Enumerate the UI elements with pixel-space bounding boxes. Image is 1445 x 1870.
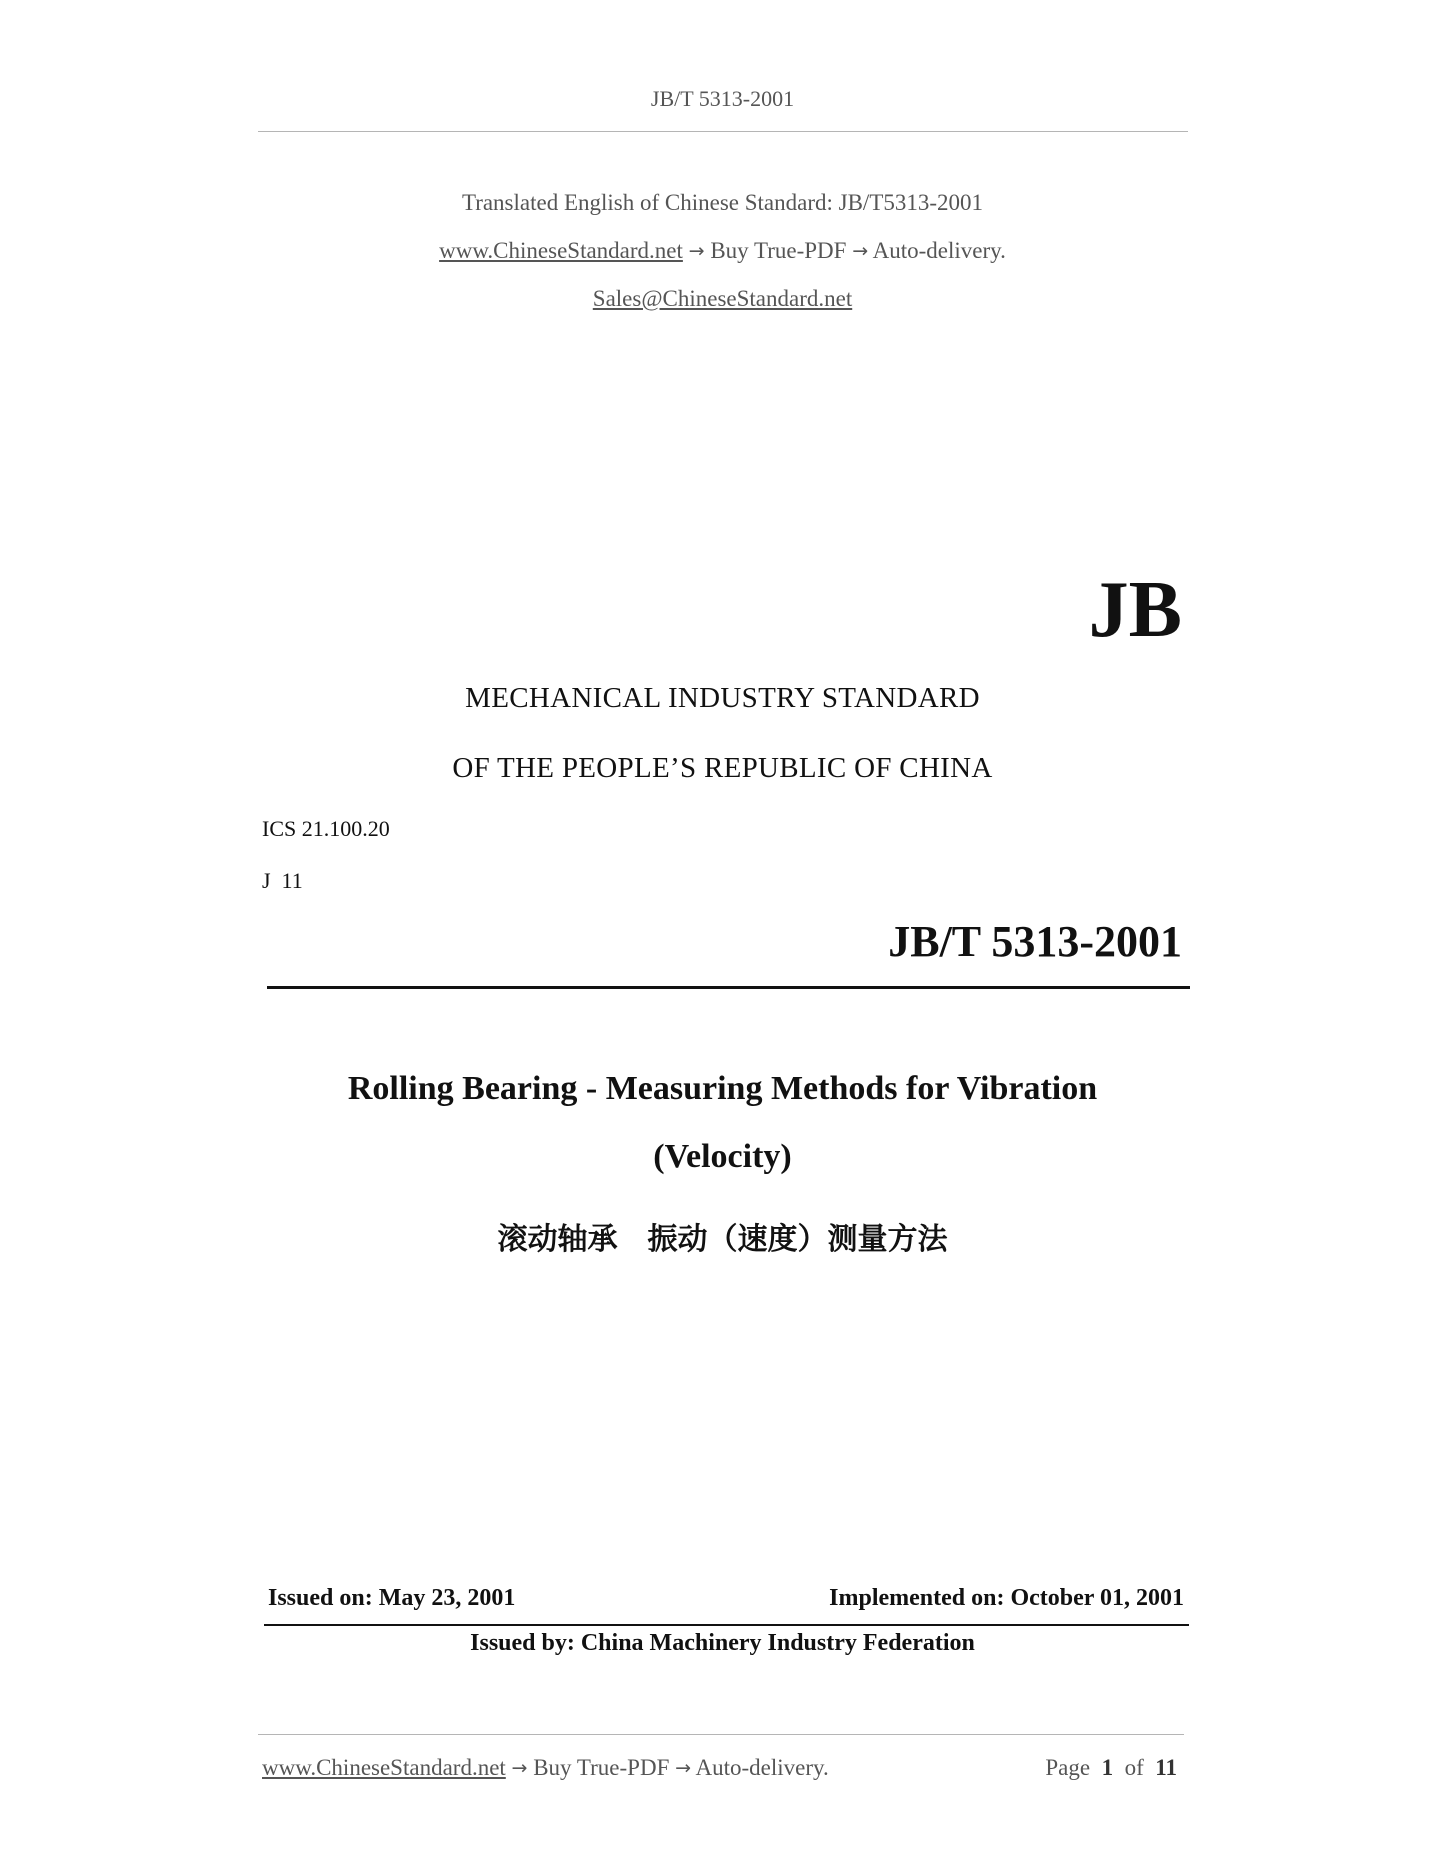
promo-line-1: Translated English of Chinese Standard: JB/T5313-2001 (461, 190, 984, 215)
running-header: JB/T 5313-2001 (650, 86, 795, 111)
footer-buy-text: Buy True-PDF (533, 1755, 670, 1780)
title-cn: 滚动轴承 振动（速度）测量方法 (497, 1222, 948, 1257)
implemented-on: Implemented on: October 01, 2001 (829, 1585, 1184, 1611)
footer-site-link[interactable]: www.ChineseStandard.net (262, 1755, 506, 1780)
standard-number: JB/T 5313-2001 (888, 917, 1182, 966)
number-rule (267, 986, 1190, 989)
auto-delivery-text: Auto-delivery. (872, 238, 1006, 263)
jb-mark: JB (1088, 566, 1182, 654)
ics-code: ICS 21.100.20 (262, 816, 390, 841)
standard-type-line-1: MECHANICAL INDUSTRY STANDARD (465, 682, 980, 714)
promo-line-2 (0, 238, 1445, 264)
site-link[interactable]: www.ChineseStandard.net (439, 238, 683, 263)
page-total: 11 (1155, 1755, 1177, 1780)
ccs-code: J 11 (262, 868, 303, 893)
promo-line-3 (0, 286, 1445, 312)
sales-email-link[interactable]: Sales@ChineseStandard.net (592, 286, 853, 311)
dates-rule (264, 1624, 1189, 1626)
issued-on: Issued on: May 23, 2001 (268, 1585, 516, 1611)
page-indicator (1045, 1755, 1177, 1781)
title-en-line-1: Rolling Bearing - Measuring Methods for Vibration (347, 1070, 1098, 1107)
header-rule (258, 131, 1188, 132)
footer-auto-delivery-text: Auto-delivery. (695, 1755, 829, 1780)
title-en-line-2: (Velocity) (653, 1138, 792, 1175)
standard-type-line-2: OF THE PEOPLE’S REPUBLIC OF CHINA (452, 752, 993, 784)
page-current: 1 (1101, 1755, 1114, 1780)
arrow-right-icon: → (852, 240, 869, 262)
page-label: Page (1045, 1755, 1091, 1780)
issued-by: Issued by: China Machinery Industry Federation (470, 1630, 975, 1656)
footer-rule (258, 1734, 1184, 1735)
arrow-right-icon: → (688, 240, 705, 262)
footer-promo (262, 1755, 829, 1781)
arrow-right-icon: → (675, 1757, 692, 1779)
arrow-right-icon: → (511, 1757, 528, 1779)
buy-text: Buy True-PDF (710, 238, 847, 263)
page-of: of (1124, 1755, 1144, 1780)
